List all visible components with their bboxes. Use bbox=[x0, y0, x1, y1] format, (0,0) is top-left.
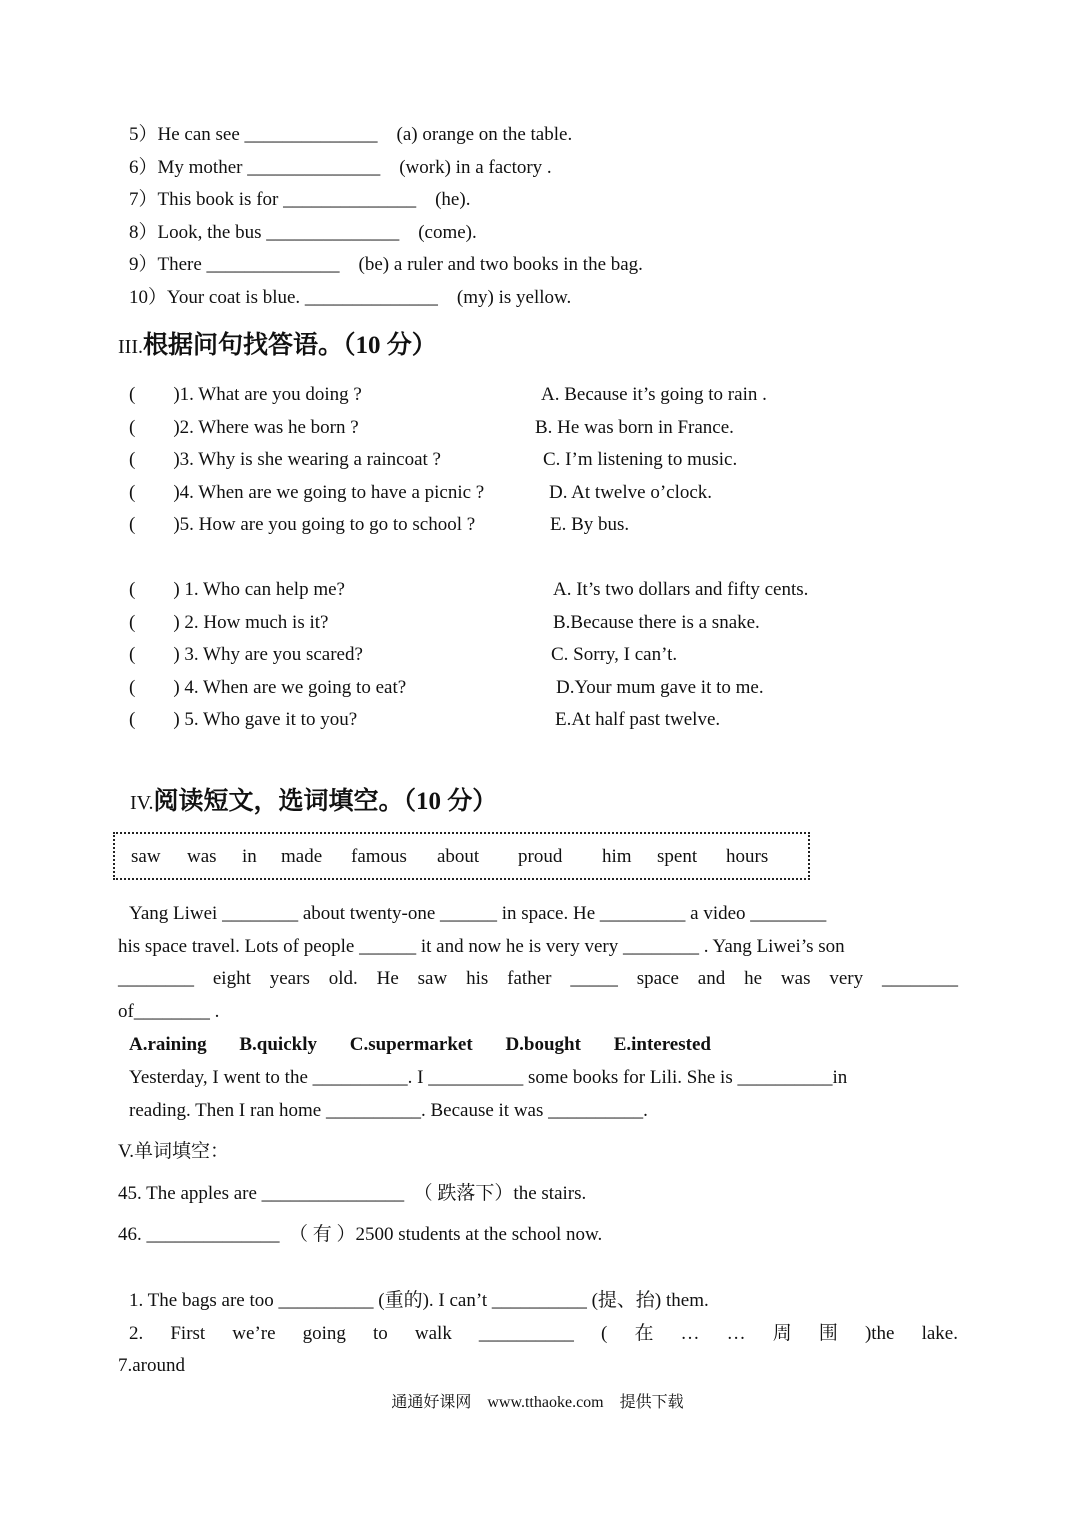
section-5-heading: V.单词填空： bbox=[118, 1141, 230, 1162]
fill-item-8: 8）Look, the bus ______________ (come). bbox=[129, 222, 477, 243]
section-3-title: 根据问句找答语。（10 分） bbox=[142, 332, 437, 359]
match-answer: B.Because there is a snake. bbox=[553, 611, 760, 633]
option-c: C.supermarket bbox=[349, 1034, 473, 1055]
word-bank-word: spent bbox=[657, 846, 698, 867]
word-bank-word: made bbox=[281, 846, 323, 867]
match-question: ( ) 2. How much is it? bbox=[129, 611, 329, 633]
section-3-roman: III. bbox=[118, 336, 143, 358]
section-4-roman: IV. bbox=[130, 792, 154, 814]
option-list bbox=[129, 1033, 739, 1057]
match-set-2 bbox=[129, 578, 929, 741]
option-d: D.bought bbox=[505, 1034, 581, 1055]
match-row bbox=[129, 708, 929, 741]
option-e: E.interested bbox=[613, 1034, 711, 1055]
match-answer: A. It’s two dollars and fifty cents. bbox=[553, 579, 809, 600]
match-question: ( ) 3. Why are you scared? bbox=[129, 644, 363, 666]
section-4-title: 阅读短文，选词填空。（10 分） bbox=[153, 788, 498, 815]
word-fill-extra-2 bbox=[129, 1318, 958, 1351]
match-row bbox=[129, 676, 929, 709]
word-bank-word: famous bbox=[351, 846, 407, 867]
match-row bbox=[129, 448, 929, 481]
fill-item-9: 9）There ______________ (be) a ruler and two books in the bag. bbox=[129, 254, 643, 275]
match-answer: A. Because it’s going to rain . bbox=[541, 384, 767, 405]
passage-line: Yang Liwei ________ about twenty-one ______ in space. He _________ a video ________ bbox=[129, 903, 827, 924]
word-fill-extra-1: 1. The bags are too __________ (重的). I can’t __________ (提、抬) them. bbox=[129, 1290, 709, 1311]
match-question: ( ) 1. Who can help me? bbox=[129, 579, 345, 600]
match-question: ( )3. Why is she wearing a raincoat ? bbox=[129, 449, 441, 471]
option-b: B.quickly bbox=[239, 1034, 317, 1055]
match-row bbox=[129, 416, 929, 449]
passage-line: Yesterday, I went to the __________. I __________ some books for Lili. She is __________in bbox=[129, 1067, 848, 1088]
word-bank-word: him bbox=[602, 846, 632, 867]
word-bank-word: saw bbox=[131, 846, 161, 867]
word-bank-word: in bbox=[242, 846, 257, 867]
match-row bbox=[129, 643, 929, 676]
word-fill-item-45: 45. The apples are _______________ （ 跌落下）the stairs. bbox=[118, 1183, 587, 1204]
reading-passage bbox=[118, 898, 958, 1028]
word-bank-word: was bbox=[187, 846, 217, 867]
passage-line: reading. Then I ran home __________. Because it was __________. bbox=[129, 1099, 648, 1121]
match-answer: C. Sorry, I can’t. bbox=[551, 644, 678, 666]
word-fill-extra-3: 7.around bbox=[118, 1355, 186, 1376]
match-row bbox=[129, 578, 929, 611]
match-answer: D. At twelve o’clock. bbox=[549, 481, 713, 503]
match-answer: B. He was born in France. bbox=[535, 416, 734, 438]
fill-item-7: 7）This book is for ______________ (he). bbox=[129, 189, 471, 210]
word-bank-word: hours bbox=[726, 846, 769, 867]
match-row bbox=[129, 383, 929, 416]
match-answer: E.At half past twelve. bbox=[555, 709, 721, 731]
word-bank-word: proud bbox=[518, 846, 563, 867]
match-question: ( ) 4. When are we going to eat? bbox=[129, 676, 407, 698]
match-set-1 bbox=[129, 383, 929, 546]
reading-passage-2 bbox=[129, 1062, 958, 1127]
match-row bbox=[129, 513, 929, 546]
match-answer: E. By bus. bbox=[550, 514, 630, 536]
passage-line: ________ eight years old. He saw his father _____ space and he was very ________ bbox=[118, 968, 958, 990]
fill-item-6: 6）My mother ______________ (work) in a factory . bbox=[129, 157, 552, 178]
match-question: ( )2. Where was he born ? bbox=[129, 416, 359, 438]
word-bank-word: about bbox=[437, 846, 480, 867]
match-row bbox=[129, 611, 929, 644]
passage-line: 2. First we’re going to walk __________ ( 在 … … 周 围 )the lake. bbox=[129, 1323, 958, 1344]
match-answer: C. I’m listening to music. bbox=[543, 449, 738, 471]
fill-item-10: 10）Your coat is blue. ______________ (my) is yellow. bbox=[129, 287, 572, 308]
fill-item-5: 5）He can see ______________ (a) orange on the table. bbox=[129, 124, 573, 145]
word-bank-box bbox=[113, 832, 810, 880]
match-question: ( )4. When are we going to have a picnic ? bbox=[129, 481, 485, 503]
match-question: ( )5. How are you going to go to school ? bbox=[129, 514, 476, 536]
match-question: ( )1. What are you doing ? bbox=[129, 384, 362, 405]
section-4-heading bbox=[130, 786, 497, 819]
option-a: A.raining bbox=[129, 1034, 207, 1055]
page-footer: 通通好课网 www.tthaoke.com 提供下载 bbox=[391, 1394, 684, 1411]
word-fill-item-46: 46. ______________ （ 有 ）2500 students at the school now. bbox=[118, 1224, 603, 1245]
section-3-heading bbox=[118, 330, 437, 363]
passage-line: his space travel. Lots of people ______ it and now he is very very ________ . Yang Liwei’s son bbox=[118, 935, 845, 957]
match-question: ( ) 5. Who gave it to you? bbox=[129, 709, 358, 731]
passage-line: of________ . bbox=[118, 1000, 220, 1022]
match-row bbox=[129, 481, 929, 514]
match-answer: D.Your mum gave it to me. bbox=[556, 676, 764, 698]
